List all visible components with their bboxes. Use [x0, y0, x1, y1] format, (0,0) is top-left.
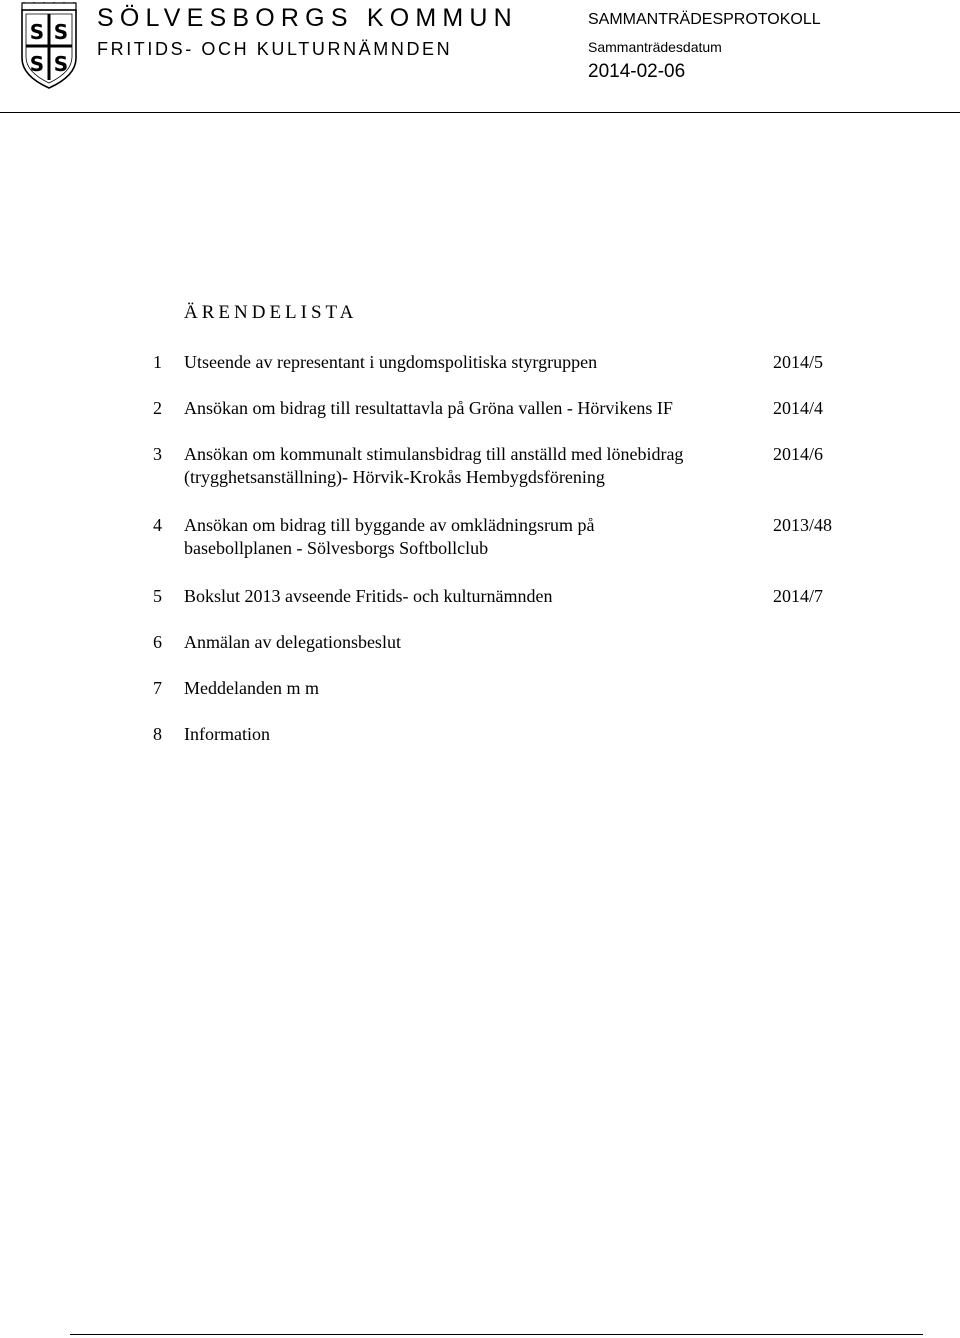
agenda-item-number: 3 — [153, 444, 162, 464]
svg-text:S: S — [53, 52, 69, 76]
agenda-title: ÄRENDELISTA — [184, 302, 358, 323]
document-type: SAMMANTRÄDESPROTOKOLL — [588, 11, 821, 28]
agenda-item-number: 1 — [153, 352, 162, 372]
agenda-item-number: 5 — [153, 586, 162, 606]
header-divider — [0, 112, 960, 113]
agenda-item-text: Ansökan om kommunalt stimulansbidrag till anställd med lönebidrag — [184, 444, 684, 464]
agenda-item-text: Utseende av representant i ungdomspolitiska styrgruppen — [184, 352, 598, 372]
svg-text:S: S — [53, 20, 69, 44]
footer-divider — [70, 1334, 923, 1335]
svg-text:S: S — [29, 52, 45, 76]
agenda-item-text-line2: (trygghetsanställning)- Hörvik-Krokås Hembygdsförening — [184, 467, 605, 487]
agenda-item-text: Information — [184, 724, 270, 744]
agenda-item-reference: 2014/7 — [773, 586, 824, 606]
agenda-item-reference: 2014/5 — [773, 352, 824, 372]
agenda-item-text: Bokslut 2013 avseende Fritids- och kulturnämnden — [184, 586, 553, 606]
svg-text:S: S — [29, 20, 45, 44]
municipal-coat-of-arms-icon — [14, 2, 84, 90]
agenda-item-number: 2 — [153, 398, 162, 418]
agenda-item-text: Ansökan om bidrag till resultattavla på Gröna vallen - Hörvikens IF — [184, 398, 673, 418]
meeting-date: 2014-02-06 — [588, 61, 686, 82]
agenda-item-text: Ansökan om bidrag till byggande av omklädningsrum på — [184, 515, 595, 535]
agenda-item-text-line2: basebollplanen - Sölvesborgs Softbollclub — [184, 538, 489, 558]
agenda-item-number: 8 — [153, 724, 162, 744]
agenda-item-number: 7 — [153, 678, 162, 698]
agenda-item-number: 6 — [153, 632, 162, 652]
committee-name: FRITIDS- OCH KULTURNÄMNDEN — [97, 39, 453, 59]
agenda-item-reference: 2013/48 — [773, 515, 833, 535]
agenda-item-text: Anmälan av delegationsbeslut — [184, 632, 401, 652]
agenda-item-reference: 2014/6 — [773, 444, 824, 464]
agenda-item-reference: 2014/4 — [773, 398, 824, 418]
meeting-date-label: Sammanträdesdatum — [588, 39, 722, 55]
agenda-item-text: Meddelanden m m — [184, 678, 319, 698]
agenda-item-number: 4 — [153, 515, 162, 535]
organization-name: SÖLVESBORGS KOMMUN — [97, 4, 518, 32]
